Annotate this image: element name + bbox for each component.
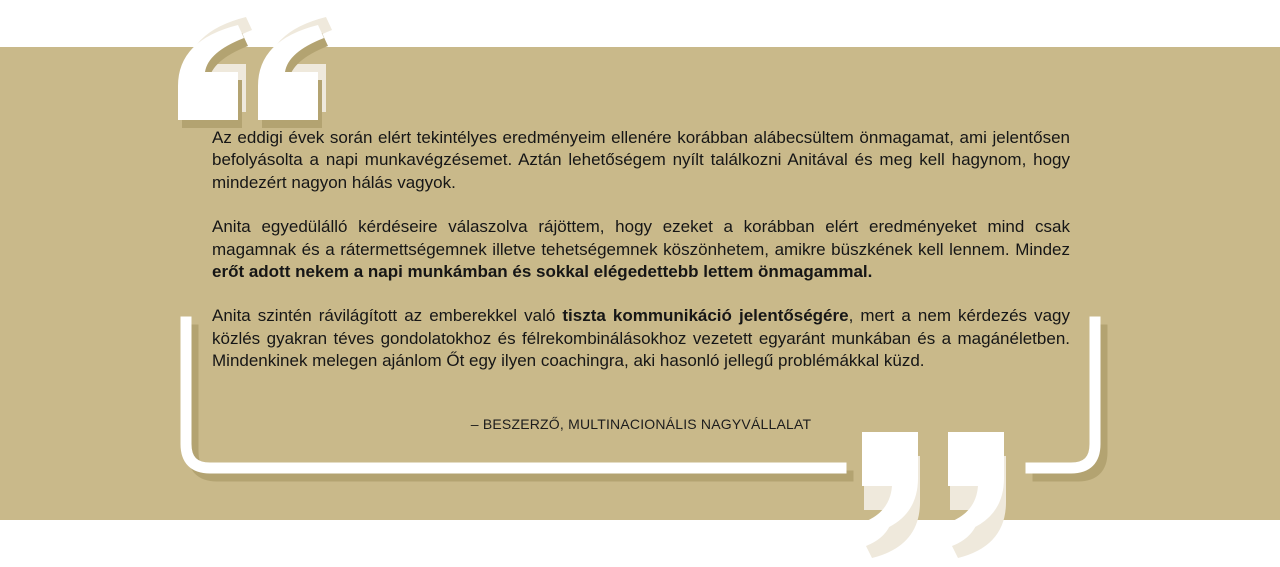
paragraph-3-lead: Anita szintén rávilágított az emberekkel való (212, 306, 563, 326)
testimonial-paragraph-1 (212, 127, 1070, 194)
paragraph-1-text: Az eddigi évek során elért tekintélyes eredményeim ellenére korábban alábecsültem önmagamat, ami jelentősen befolyásolta a napi munkavégzésemet. Aztán lehetőségem nyílt találkozni Anitával és meg kell hagynom, hogy mindezért nagyon hálás vagyok. (212, 128, 1070, 192)
paragraph-3-emphasis: tiszta kommunikáció jelentőségére (562, 306, 849, 326)
closing-quotation-mark-icon (862, 432, 1006, 558)
testimonial-paragraph-3 (212, 305, 1070, 372)
testimonial-paragraph-2 (212, 216, 1070, 283)
testimonial-text (212, 127, 1070, 395)
paragraph-2-emphasis: erőt adott nekem a napi munkámban és sokkal elégedettebb lettem önmagammal. (212, 262, 873, 282)
opening-quotation-mark-icon (178, 17, 332, 128)
paragraph-3-tail: , mert a nem kérdezés vagy közlés gyakran téves gondolatokhoz és félrekombinálásokhoz vezetett egyaránt munkában és a magánéletben. Mindenkinek melegen ajánlom Őt egy ilyen coachingra, aki hasonló jellegű problémákkal küzd. (212, 306, 1070, 371)
paragraph-2-lead: Anita egyedülálló kérdéseire válaszolva rájöttem, hogy ezeket a korábban elért eredményeket mind csak magamnak és a rátermettségemnek illetve tehetségemnek köszönhetem, amikre büszkének kell lennem. Mindez (212, 217, 1070, 259)
testimonial-attribution: – BESZERZŐ, MULTINACIONÁLIS NAGYVÁLLALAT (470, 416, 812, 432)
